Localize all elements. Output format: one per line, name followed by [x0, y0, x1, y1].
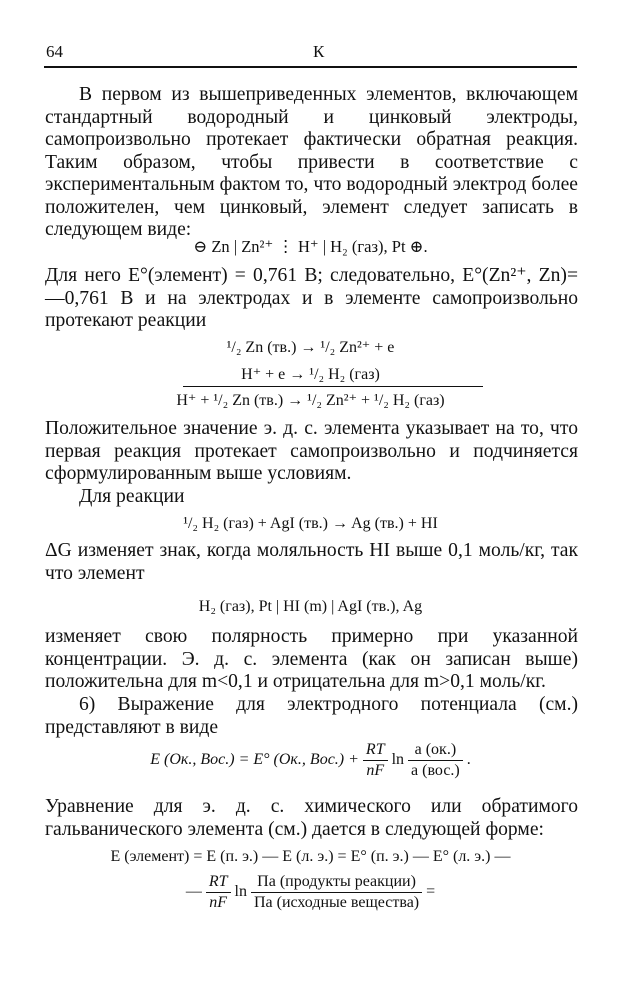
- emf-product-num: Πa (продукты реакции): [251, 872, 422, 893]
- paragraph-3: Положительное значение э. д. с. элемента указывает на то, что первая реакция протекает самопроизвольно и подчиняется сформулированным выше условиям.: [45, 418, 578, 484]
- emf-ln: ln: [234, 883, 247, 901]
- emf-product-den: Πa (исходные вещества): [253, 894, 420, 911]
- nernst-ln: ln: [391, 751, 405, 769]
- nernst-end: .: [466, 751, 471, 769]
- reaction-sum-line: [183, 386, 483, 387]
- paragraph-2: Для него E°(элемент) = 0,761 В; следовательно, E°(Zn²⁺, Zn)= —0,761 В и на электродах и в элементе самопроизвольно протекают реакции: [45, 265, 578, 331]
- equation-cell-1: ⊖ Zn | Zn²⁺ ⋮ H⁺ | H₂ (газ), Pt ⊕.: [193, 237, 428, 256]
- nernst-activity-num: a (ок.): [408, 740, 463, 761]
- equation-reaction-agi: ¹/₂ H₂ (газ) + AgI (тв.) → Ag (тв.) + HI: [183, 515, 438, 532]
- nernst-frac-den: nF: [366, 762, 385, 779]
- equation-reaction-sum: H⁺ + ¹/₂ Zn (тв.) → ¹/₂ Zn²⁺ + ¹/₂ H₂ (газ): [176, 392, 445, 409]
- nernst-frac-num: RT: [363, 740, 388, 761]
- equation-emf-line-1: E (элемент) = E (п. э.) — E (л. э.) = E° (п. э.) — E° (л. э.) —: [110, 848, 511, 865]
- page-number: 64: [46, 42, 63, 61]
- header-rule: [44, 66, 577, 68]
- nernst-activity-frac: [408, 740, 463, 781]
- emf-frac: [206, 872, 231, 913]
- paragraph-1: В первом из вышеприведенных элементов, включающем стандартный водородный и цинковый электроды, самопроизвольно протекает фактически обратная реакция. Таким образом, чтобы привести в соответствие с экспериментальным фактом то, что водородный электрод более положителен, чем цинковый, элемент следует записать в следующем виде:: [45, 84, 578, 240]
- paragraph-5: ΔG изменяет знак, когда моляльность HI выше 0,1 моль/кг, так что элемент: [45, 540, 578, 584]
- equation-nernst: [44, 740, 577, 781]
- paragraph-6: изменяет свою полярность примерно при указанной концентрации. Э. д. с. элемента (как он записан выше) положительна для m<0,1 и отрицательна для m>0,1 моль/кг.: [45, 626, 578, 692]
- emf-product-frac: [251, 872, 422, 913]
- paragraph-7: 6) Выражение для электродного потенциала (см.) представляют в виде: [45, 694, 578, 738]
- nernst-frac: [363, 740, 388, 781]
- equation-reaction-1: ¹/₂ Zn (тв.) → ¹/₂ Zn²⁺ + e: [226, 339, 395, 356]
- emf-minus: —: [185, 883, 202, 901]
- running-head: К: [313, 42, 325, 61]
- emf-frac-den: nF: [209, 894, 228, 911]
- equation-cell-2: H₂ (газ), Pt | HI (m) | AgI (тв.), Ag: [198, 598, 423, 615]
- nernst-lhs: E (Ок., Вос.) = E° (Ок., Вос.) +: [150, 751, 359, 769]
- paragraph-8: Уравнение для э. д. с. химического или обратимого гальванического элемента (см.) дается в следующей форме:: [45, 796, 578, 840]
- equation-emf-line-2: [44, 872, 577, 913]
- equation-reaction-2: H⁺ + e → ¹/₂ H₂ (газ): [241, 366, 380, 383]
- nernst-activity-den: a (вос.): [411, 762, 460, 779]
- emf-equals: =: [426, 883, 436, 901]
- emf-frac-num: RT: [206, 872, 231, 893]
- paragraph-4: Для реакции: [79, 486, 185, 507]
